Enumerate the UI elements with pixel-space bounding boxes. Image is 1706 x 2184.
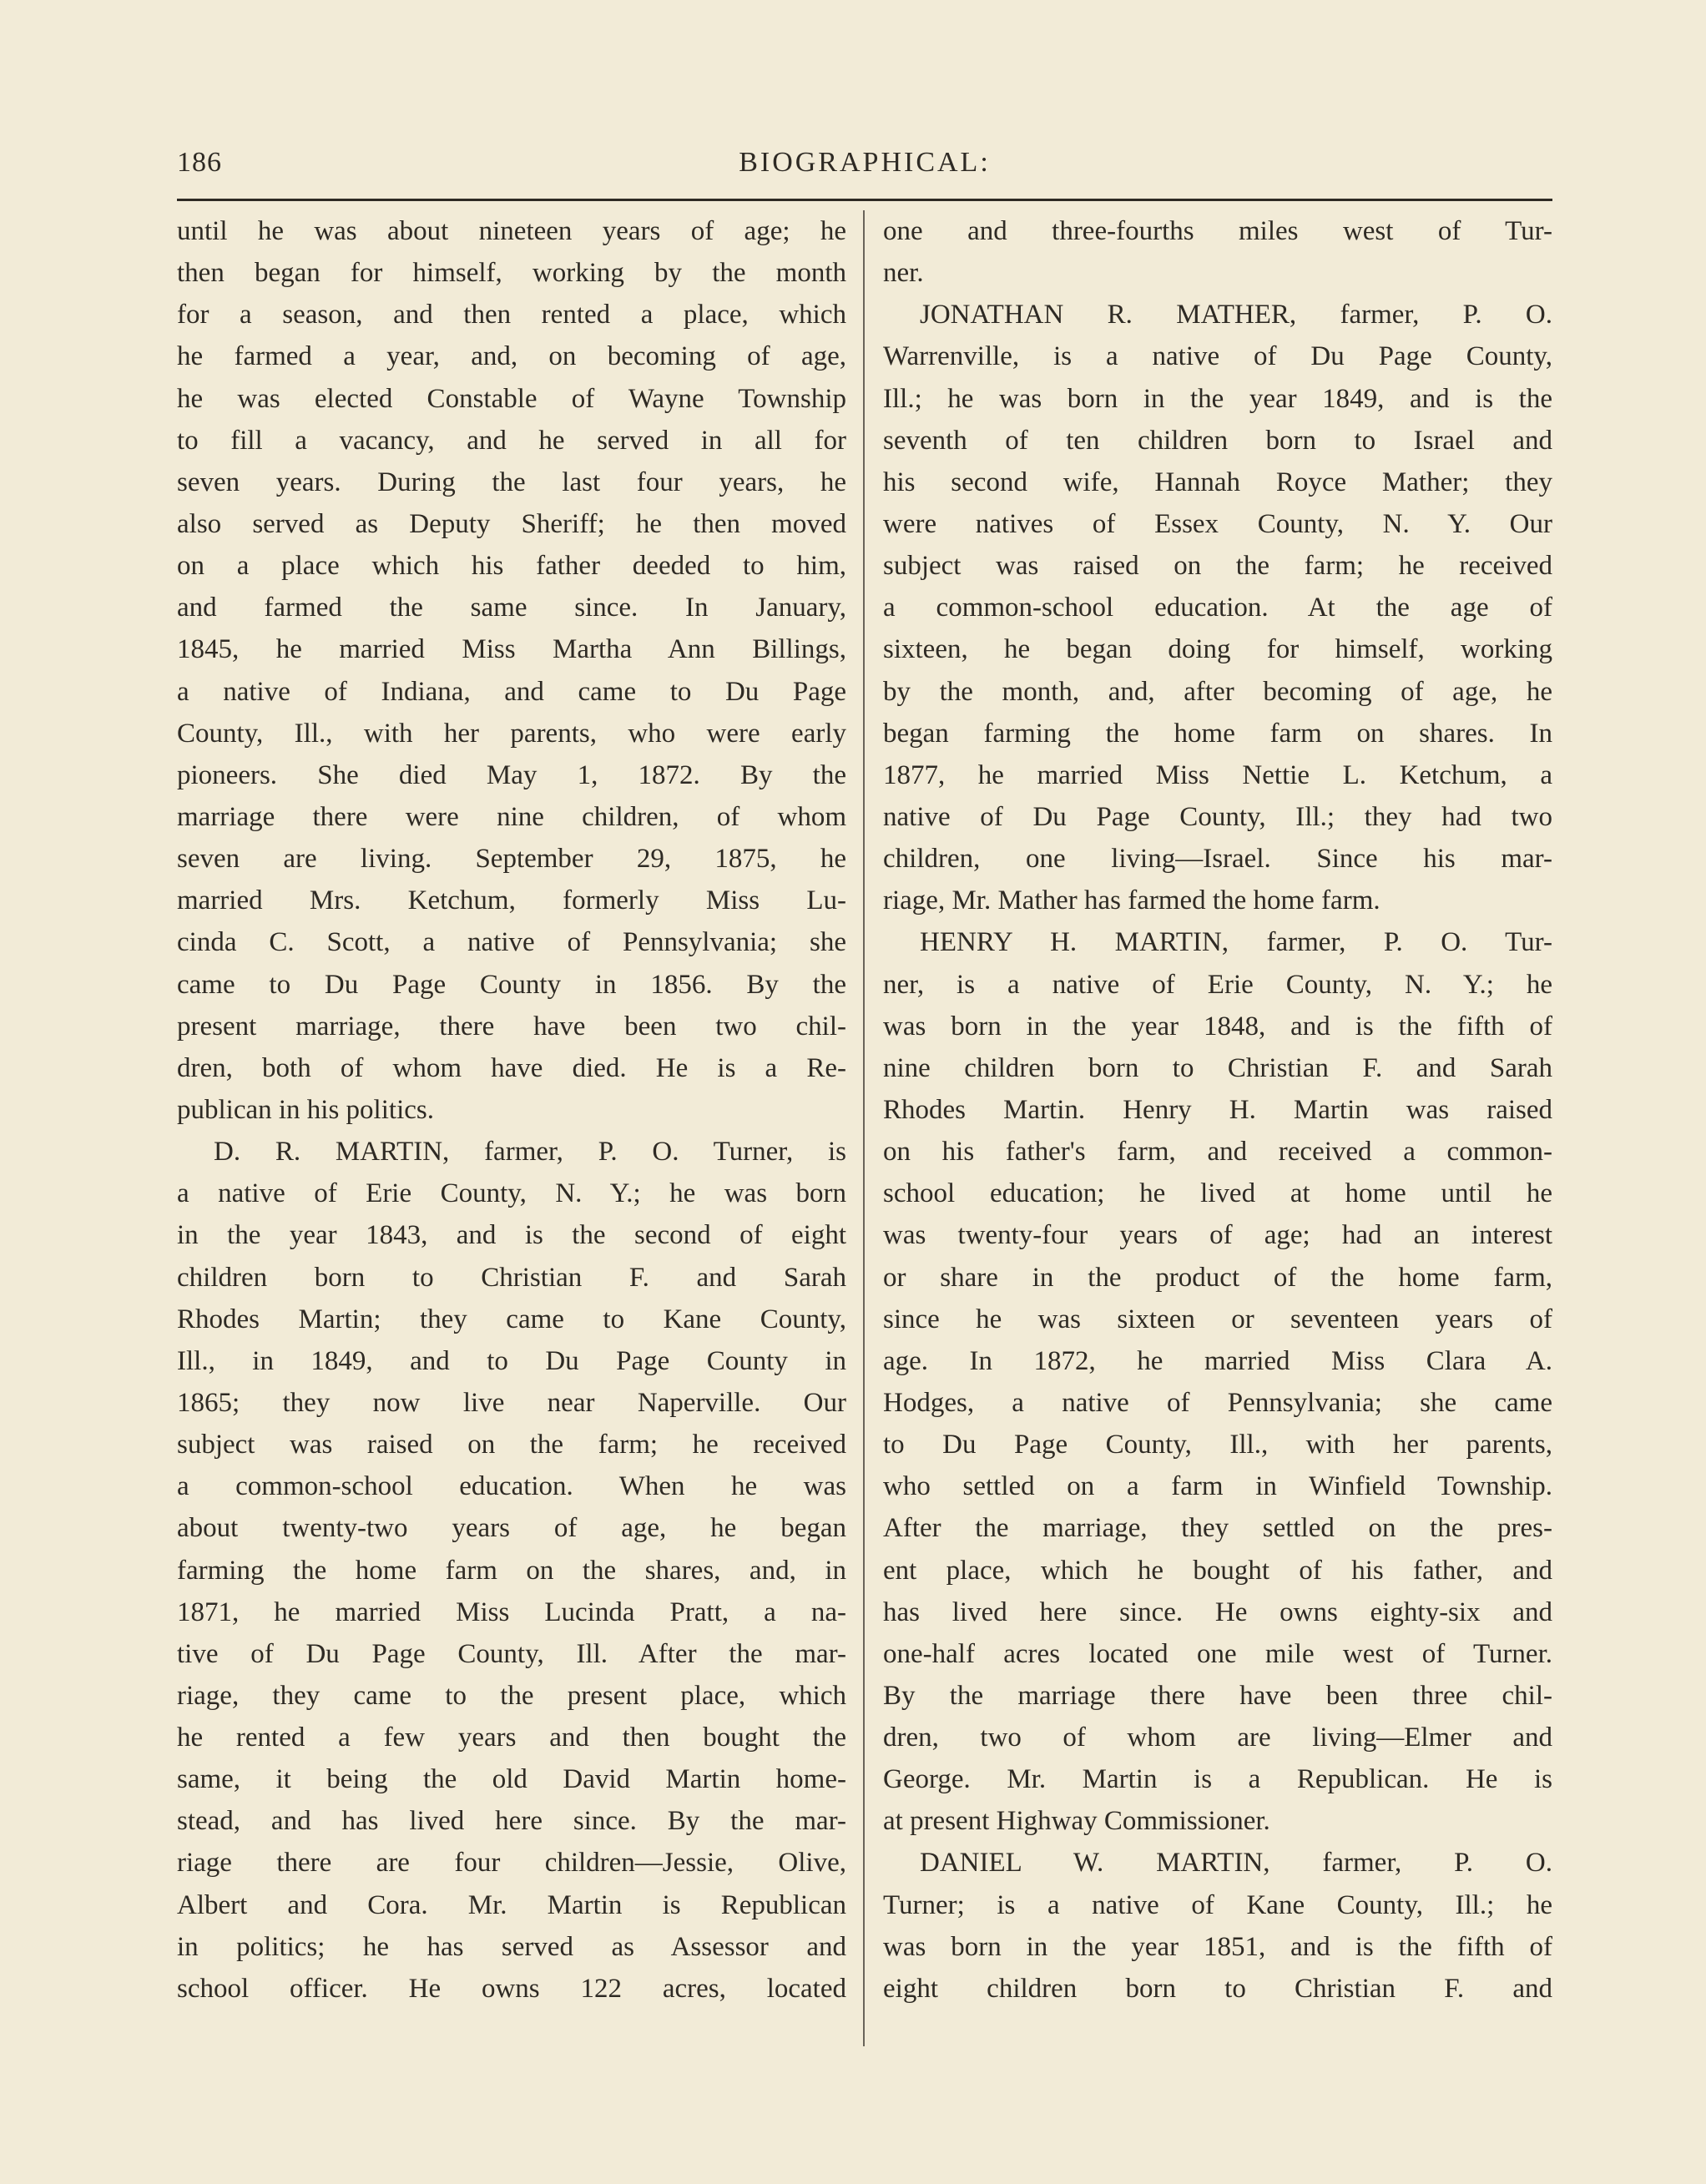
text-line: or share in the product of the home farm, [883,1262,1552,1293]
text-line: publican in his politics. [177,1094,434,1125]
text-line: tive of Du Page County, Ill. After the mar- [177,1638,846,1669]
text-line: 1845, he married Miss Martha Ann Billings, [177,634,846,665]
text-line: riage, they came to the present place, which [177,1680,846,1711]
text-line: he was elected Constable of Wayne Township [177,383,846,414]
text-line: Rhodes Martin; they came to Kane County, [177,1304,846,1334]
text-line: his second wife, Hannah Royce Mather; they [883,467,1552,497]
text-line: was twenty-four years of age; had an interest [883,1220,1552,1251]
text-line: nine children born to Christian F. and Sarah [883,1052,1552,1083]
text-line: 1877, he married Miss Nettie L. Ketchum, a [883,759,1552,790]
text-line: seven are living. September 29, 1875, he [177,844,846,875]
text-line: also served as Deputy Sheriff; he then moved [177,508,846,539]
text-line: one-half acres located one mile west of Turner. [883,1638,1552,1669]
text-line: since he was sixteen or seventeen years of [883,1304,1552,1334]
text-line: came to Du Page County in 1856. By the [177,969,846,1000]
left-column [177,210,846,2010]
column-divider [863,210,865,2046]
text-line: about twenty-two years of age, he began [177,1513,846,1544]
text-line: riage, Mr. Mather has farmed the home farm. [883,885,1380,916]
text-line: George. Mr. Martin is a Republican. He is [883,1764,1552,1795]
text-line: Ill., in 1849, and to Du Page County in [177,1345,846,1376]
text-line: he rented a few years and then bought the [177,1722,846,1753]
text-line: age. In 1872, he married Miss Clara A. [883,1345,1552,1376]
text-line: was born in the year 1851, and is the fifth of [883,1931,1552,1962]
text-line: by the month, and, after becoming of age, he [883,676,1552,707]
page-header [177,147,1552,184]
text-line: marriage there were nine children, of whom [177,801,846,832]
text-line: school education; he lived at home until he [883,1178,1552,1209]
text-line: a common-school education. At the age of [883,593,1552,623]
text-line: 1865; they now live near Naperville. Our [177,1387,846,1418]
text-line: ner, is a native of Erie County, N. Y.; he [883,969,1552,1000]
text-line: were natives of Essex County, N. Y. Our [883,508,1552,539]
text-line: married Mrs. Ketchum, formerly Miss Lu- [177,885,846,916]
text-line: subject was raised on the farm; he received [883,551,1552,582]
text-line: farming the home farm on the shares, and, in [177,1555,846,1586]
text-line: to fill a vacancy, and he served in all for [177,425,846,456]
text-line: dren, both of whom have died. He is a Re- [177,1052,846,1083]
text-line: at present Highway Commissioner. [883,1806,1270,1837]
text-line: By the marriage there have been three chil- [883,1680,1552,1711]
right-column [883,210,1552,2010]
text-line: seventh of ten children born to Israel and [883,425,1552,456]
text-line: Ill.; he was born in the year 1849, and is the [883,383,1552,414]
text-line: native of Du Page County, Ill.; they had two [883,801,1552,832]
text-line: in the year 1843, and is the second of eight [177,1220,846,1251]
text-line: ner. [883,258,924,289]
text-line: present marriage, there have been two chil- [177,1011,846,1042]
text-line: same, it being the old David Martin home- [177,1764,846,1795]
page-number: 186 [177,147,222,178]
text-line: a native of Erie County, N. Y.; he was born [177,1178,846,1209]
text-line: County, Ill., with her parents, who were early [177,718,846,749]
text-line: Turner; is a native of Kane County, Ill.; he [883,1889,1552,1920]
text-line: in politics; he has served as Assessor and [177,1931,846,1962]
text-line: a native of Indiana, and came to Du Page [177,676,846,707]
text-line: Albert and Cora. Mr. Martin is Republican [177,1889,846,1920]
entry-start-line: DANIEL W. MARTIN, farmer, P. O. [920,1848,1552,1879]
text-line: on his father's farm, and received a common- [883,1137,1552,1168]
text-line: for a season, and then rented a place, which [177,300,846,330]
text-line: dren, two of whom are living—Elmer and [883,1722,1552,1753]
entry-start-line: JONATHAN R. MATHER, farmer, P. O. [920,300,1552,330]
text-line: ent place, which he bought of his father, and [883,1555,1552,1586]
text-line: sixteen, he began doing for himself, working [883,634,1552,665]
text-line: pioneers. She died May 1, 1872. By the [177,759,846,790]
text-line: and farmed the same since. In January, [177,593,846,623]
text-line: one and three-fourths miles west of Tur- [883,216,1552,246]
text-line: children born to Christian F. and Sarah [177,1262,846,1293]
text-line: stead, and has lived here since. By the mar- [177,1806,846,1837]
text-line: Warrenville, is a native of Du Page County, [883,341,1552,372]
text-line: to Du Page County, Ill., with her parents, [883,1430,1552,1460]
header-rule [177,199,1552,201]
running-head: BIOGRAPHICAL: [739,147,991,178]
text-line: riage there are four children—Jessie, Olive, [177,1848,846,1879]
text-line: then began for himself, working by the month [177,258,846,289]
text-line: school officer. He owns 122 acres, located [177,1973,846,2004]
text-line: has lived here since. He owns eighty-six and [883,1596,1552,1627]
text-line: subject was raised on the farm; he received [177,1430,846,1460]
text-line: children, one living—Israel. Since his mar- [883,844,1552,875]
text-line: was born in the year 1848, and is the fifth of [883,1011,1552,1042]
text-line: seven years. During the last four years, he [177,467,846,497]
text-line: Hodges, a native of Pennsylvania; she came [883,1387,1552,1418]
text-line: who settled on a farm in Winfield Township. [883,1471,1552,1502]
text-line: eight children born to Christian F. and [883,1973,1552,2004]
text-line: After the marriage, they settled on the pres- [883,1513,1552,1544]
entry-start-line: D. R. MARTIN, farmer, P. O. Turner, is [214,1137,846,1168]
text-line: began farming the home farm on shares. In [883,718,1552,749]
text-line: until he was about nineteen years of age; he [177,216,846,246]
text-line: a common-school education. When he was [177,1471,846,1502]
text-line: he farmed a year, and, on becoming of age, [177,341,846,372]
text-line: Rhodes Martin. Henry H. Martin was raised [883,1094,1552,1125]
text-line: on a place which his father deeded to him, [177,551,846,582]
text-line: 1871, he married Miss Lucinda Pratt, a na- [177,1596,846,1627]
entry-start-line: HENRY H. MARTIN, farmer, P. O. Tur- [920,927,1552,958]
text-line: cinda C. Scott, a native of Pennsylvania; she [177,927,846,958]
